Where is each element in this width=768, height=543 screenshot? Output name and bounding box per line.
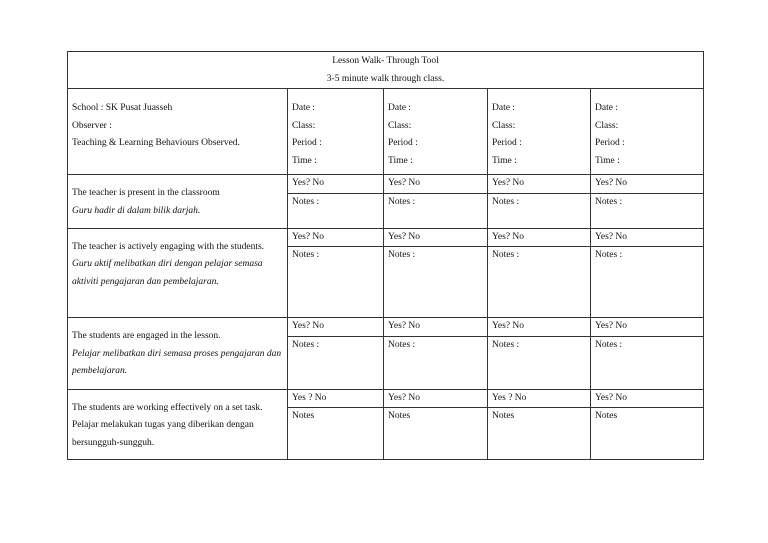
notes-cell[interactable]: Notes : (288, 247, 384, 318)
date-field: Date : (388, 103, 411, 113)
criterion-malay: Guru hadir di dalam bilik darjah. (72, 205, 201, 216)
yes-no-cell[interactable]: Yes? No (384, 389, 488, 408)
notes-cell[interactable]: Notes : (288, 336, 384, 389)
yes-no-cell[interactable]: Yes? No (384, 175, 488, 194)
criterion-english: The students are working effectively on a set task. (72, 402, 263, 413)
table-title-cell (68, 52, 704, 89)
notes-cell[interactable]: Notes : (288, 193, 384, 228)
class-field: Class: (492, 120, 516, 131)
criterion-cell (68, 175, 288, 229)
criterion-cell (68, 389, 288, 460)
school-info-cell (68, 89, 288, 175)
teaching-label: Teaching & Learning Behaviours Observed. (72, 138, 240, 148)
yes-no-cell[interactable]: Yes? No (591, 318, 704, 337)
school-label: School : SK Pusat Juasseh (72, 103, 173, 113)
criterion-malay: Pelajar melakukan tugas yang diberikan dengan bersungguh-sungguh. (72, 420, 254, 448)
class-field: Class: (595, 120, 619, 131)
notes-cell[interactable]: Notes : (384, 247, 488, 318)
observation-header-cell (288, 89, 384, 175)
notes-cell[interactable]: Notes : (384, 193, 488, 228)
notes-cell[interactable]: Notes : (488, 336, 591, 389)
criterion-malay: Guru aktif melibatkan diri dengan pelajar semasa aktiviti pengajaran dan pembelajaran. (72, 259, 263, 287)
time-field: Time : (388, 155, 413, 166)
date-field: Date : (292, 103, 315, 113)
notes-cell[interactable]: Notes (384, 408, 488, 460)
time-field: Time : (292, 155, 317, 166)
date-field: Date : (595, 103, 618, 113)
time-field: Time : (595, 155, 620, 166)
time-field: Time : (492, 155, 517, 166)
yes-no-cell[interactable]: Yes? No (288, 318, 384, 337)
yes-no-cell[interactable]: Yes ? No (288, 389, 384, 408)
notes-cell[interactable]: Notes : (591, 336, 704, 389)
notes-cell[interactable]: Notes : (384, 336, 488, 389)
yes-no-cell[interactable]: Yes? No (591, 228, 704, 247)
observation-header-cell (488, 89, 591, 175)
yes-no-cell[interactable]: Yes? No (288, 228, 384, 247)
criterion-cell (68, 318, 288, 390)
notes-cell[interactable]: Notes : (591, 193, 704, 228)
yes-no-cell[interactable]: Yes? No (591, 389, 704, 408)
notes-cell[interactable]: Notes (288, 408, 384, 460)
period-field: Period : (595, 138, 625, 148)
yes-no-cell[interactable]: Yes? No (591, 175, 704, 194)
observer-label: Observer : (72, 120, 112, 131)
yes-no-cell[interactable]: Yes? No (384, 228, 488, 247)
criterion-malay: Pelajar melibatkan diri semasa proses pengajaran dan pembelajaran. (72, 348, 282, 376)
notes-cell[interactable]: Notes (591, 408, 704, 460)
period-field: Period : (292, 138, 322, 148)
criterion-english: The teacher is actively engaging with the students. (72, 241, 265, 252)
yes-no-cell[interactable]: Yes? No (288, 175, 384, 194)
period-field: Period : (492, 138, 522, 148)
observation-header-cell (384, 89, 488, 175)
form-title: Lesson Walk- Through Tool (332, 56, 439, 66)
criterion-cell (68, 228, 288, 318)
date-field: Date : (492, 103, 515, 113)
class-field: Class: (388, 120, 412, 131)
yes-no-cell[interactable]: Yes? No (384, 318, 488, 337)
yes-no-cell[interactable]: Yes? No (488, 318, 591, 337)
notes-cell[interactable]: Notes : (488, 247, 591, 318)
lesson-walkthrough-table (67, 51, 704, 460)
period-field: Period : (388, 138, 418, 148)
observation-header-cell (591, 89, 704, 175)
class-field: Class: (292, 120, 316, 131)
criterion-english: The students are engaged in the lesson. (72, 331, 221, 341)
criterion-english: The teacher is present in the classroom (72, 188, 220, 198)
yes-no-cell[interactable]: Yes? No (488, 175, 591, 194)
notes-cell[interactable]: Notes : (488, 193, 591, 228)
form-subtitle: 3-5 minute walk through class. (326, 73, 445, 84)
yes-no-cell[interactable]: Yes? No (488, 228, 591, 247)
yes-no-cell[interactable]: Yes ? No (488, 389, 591, 408)
notes-cell[interactable]: Notes (488, 408, 591, 460)
notes-cell[interactable]: Notes : (591, 247, 704, 318)
